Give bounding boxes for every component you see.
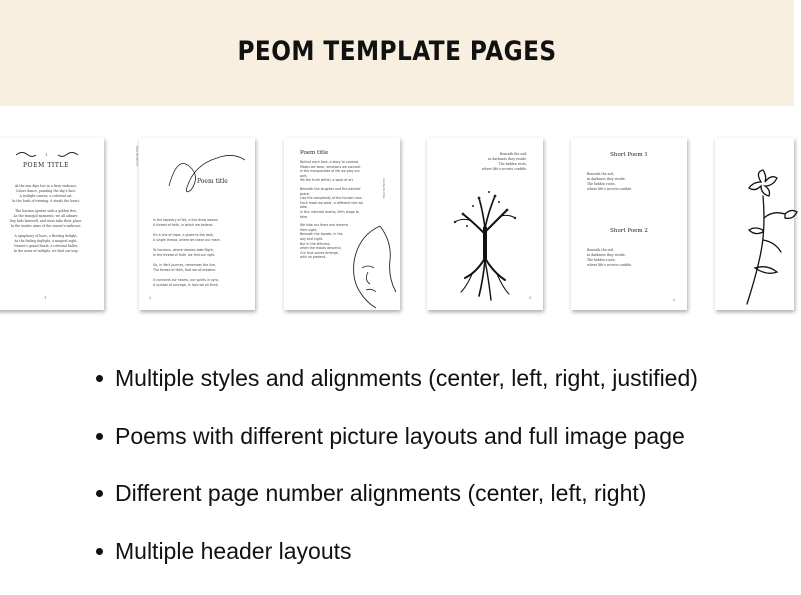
page-number: 2 <box>149 296 152 300</box>
poem-line: It connects our hearts, our spirits in sync, <box>153 278 220 282</box>
poem-line: In the arms of twilight, we find our way. <box>13 249 79 253</box>
poem-line: take, <box>300 205 308 210</box>
bullet-icon <box>96 433 103 440</box>
poem-line: where life's secrets confide. <box>587 263 633 267</box>
poem-title: Poem title <box>197 178 228 185</box>
poem-line: Beneath the soil, <box>587 172 615 176</box>
template-page-tree <box>427 138 543 310</box>
template-page-full-image <box>715 138 794 310</box>
poem-line: take. <box>300 214 308 219</box>
poem-line: Each mask we wear, a different role we <box>300 200 363 205</box>
feature-item <box>96 475 698 533</box>
poem-line: The hidden roots, <box>498 162 527 166</box>
poem-line: The thread of faith, that we all entwine. <box>153 268 217 272</box>
scribble-line-icon <box>167 146 247 196</box>
face-line-art-icon <box>340 222 400 310</box>
poem-line: As the tranquil moments, we all admire. <box>13 214 79 218</box>
feature-item <box>96 533 698 591</box>
feature-item <box>96 418 698 476</box>
template-page-face-art: Poem title Contents title Behind each face, a story to conceal, Masks we wear, emotions we conceal. In the masquerade of life we play our part, Yet the truth within, a work of art. Beneath the laughter and the painted grace, Lies the complexity of the human race. Each mask we wear, a different role we take, In this intricate drama, life's stage to take. We hide our fears and dreams from sight, Beneath the facade, in the day and night. But in the stillness, when the masks descend, Our true selves emerge, with no pretend. <box>284 138 400 310</box>
poem-line: Yet the truth within, a work of art. <box>300 178 354 183</box>
poem-line: In the tender arms of the sunset's embrace. <box>10 224 82 228</box>
poem-line: Colors dance, painting the sky's face. <box>15 189 77 193</box>
poem-line: in darkness they reside. <box>488 157 527 161</box>
poem-line: We hide our fears and dreams <box>300 223 349 228</box>
poem-line: At the sun dips low in a fiery embrace, <box>14 184 78 188</box>
poem-title: Poem title <box>300 150 329 156</box>
template-page-scribble: Contents title Poem title In the tapestry of life, a line drew weave, A thread of faith, in which we believe. It's a line of hope, a guide to the dark, A single thread, where we leave our mark. To horizons, where dreams take flight, In the thread of faith, we find our light. So, in life's journey, remember the line, The thread of faith, that we all entwine. It connects our hearts, our spirits in sync, A symbol of courage, in love we all think. 2 <box>139 138 255 310</box>
poem-line: Beneath the soil, <box>587 248 615 252</box>
feature-text: Multiple styles and alignments (center, left, right, justified) <box>115 365 698 391</box>
header-banner <box>0 0 794 106</box>
feature-item <box>96 360 698 418</box>
poem-line: The hidden roots, <box>587 182 616 186</box>
poem-line: It's a line of hope, a guide to the dark, <box>153 233 215 237</box>
poem-line: To horizons, where dreams take flight, <box>153 248 214 252</box>
poem-line: In the tapestry of life, a line drew weave, <box>153 218 219 222</box>
bullet-icon <box>96 490 103 497</box>
poem-line: In the thread of faith, we find our light. <box>153 253 216 257</box>
poem-line: In the masquerade of life we play our <box>300 169 360 174</box>
flower-line-art-icon <box>741 168 801 308</box>
template-page-centered <box>0 138 104 310</box>
poem-line: Our true selves emerge, <box>300 250 339 255</box>
poem-title: Short Poem 1 <box>610 152 648 158</box>
poem-title: Short Poem 2 <box>610 228 648 234</box>
poem-line: grace, <box>300 191 311 196</box>
poem-line: where life's secrets confide. <box>481 167 527 171</box>
page-number: 1 <box>44 296 47 300</box>
poem-line: The hidden roots, <box>587 258 616 262</box>
poem-line: A symphony of hues, a fleeting delight, <box>14 234 78 238</box>
poem-line: Day bids farewell, and stars take their place, <box>9 219 83 223</box>
poem-line: A twilight canvas, a celestial art, <box>19 194 73 198</box>
bullet-icon <box>96 548 103 555</box>
poem-line: Masks we wear, emotions we conceal. <box>300 164 361 169</box>
poem-line: Nature's grand finale, a celestial ballet, <box>13 244 79 248</box>
page-number: 2 <box>673 298 676 302</box>
poem-line: Beneath the facade, in the <box>300 232 343 237</box>
poem-line: Beneath the soil, <box>499 152 527 156</box>
poem-line: day and night. <box>300 236 324 241</box>
poem-line: But in the stillness, <box>300 241 331 246</box>
feature-text: Multiple header layouts <box>115 537 352 564</box>
poem-line: from sight, <box>300 227 318 232</box>
poem-line: when the masks descend, <box>300 246 342 251</box>
template-page-short-poems <box>571 138 687 310</box>
feature-text: Poems with different picture layouts and full image page <box>115 422 685 449</box>
poem-line: In the hush of evening, it steals the heart. <box>12 199 80 203</box>
poem-line: As the fading daylight, a magical sight. <box>14 239 78 243</box>
poem-line: In this intricate drama, life's stage to <box>300 209 359 214</box>
poem-line: A thread of faith, in which we believe. <box>153 223 214 227</box>
poem-line: Lies the complexity of the human race. <box>300 196 363 201</box>
poem-line: in darkness they reside. <box>587 177 626 181</box>
poem-line: A symbol of courage, in love we all think. <box>153 283 219 287</box>
page-number: 3 <box>529 296 532 300</box>
feature-list <box>96 360 698 590</box>
feature-text: Different page number alignments (center, left, right) <box>115 480 647 506</box>
poem-line: The horizon ignites with a golden fire, <box>15 209 77 213</box>
poem-line: where life's secrets confide. <box>587 187 633 191</box>
poem-line: Behind each face, a story to conceal, <box>300 160 360 164</box>
poem-line: Beneath the laughter and the painted <box>300 186 361 191</box>
poem-line: with no pretend. <box>300 255 327 260</box>
poem-line: part, <box>300 173 308 178</box>
poem-line: A single thread, where we leave our mark. <box>153 238 221 242</box>
page-title: PEOM TEMPLATE PAGES <box>237 36 557 67</box>
tree-illustration-icon <box>449 188 521 303</box>
poem-title: POEM TITLE <box>22 162 70 169</box>
poem-line: in darkness they reside. <box>587 253 626 257</box>
bullet-icon <box>96 375 103 382</box>
page-number: 1 <box>45 152 48 157</box>
poem-line: So, in life's journey, remember the line, <box>153 263 217 267</box>
